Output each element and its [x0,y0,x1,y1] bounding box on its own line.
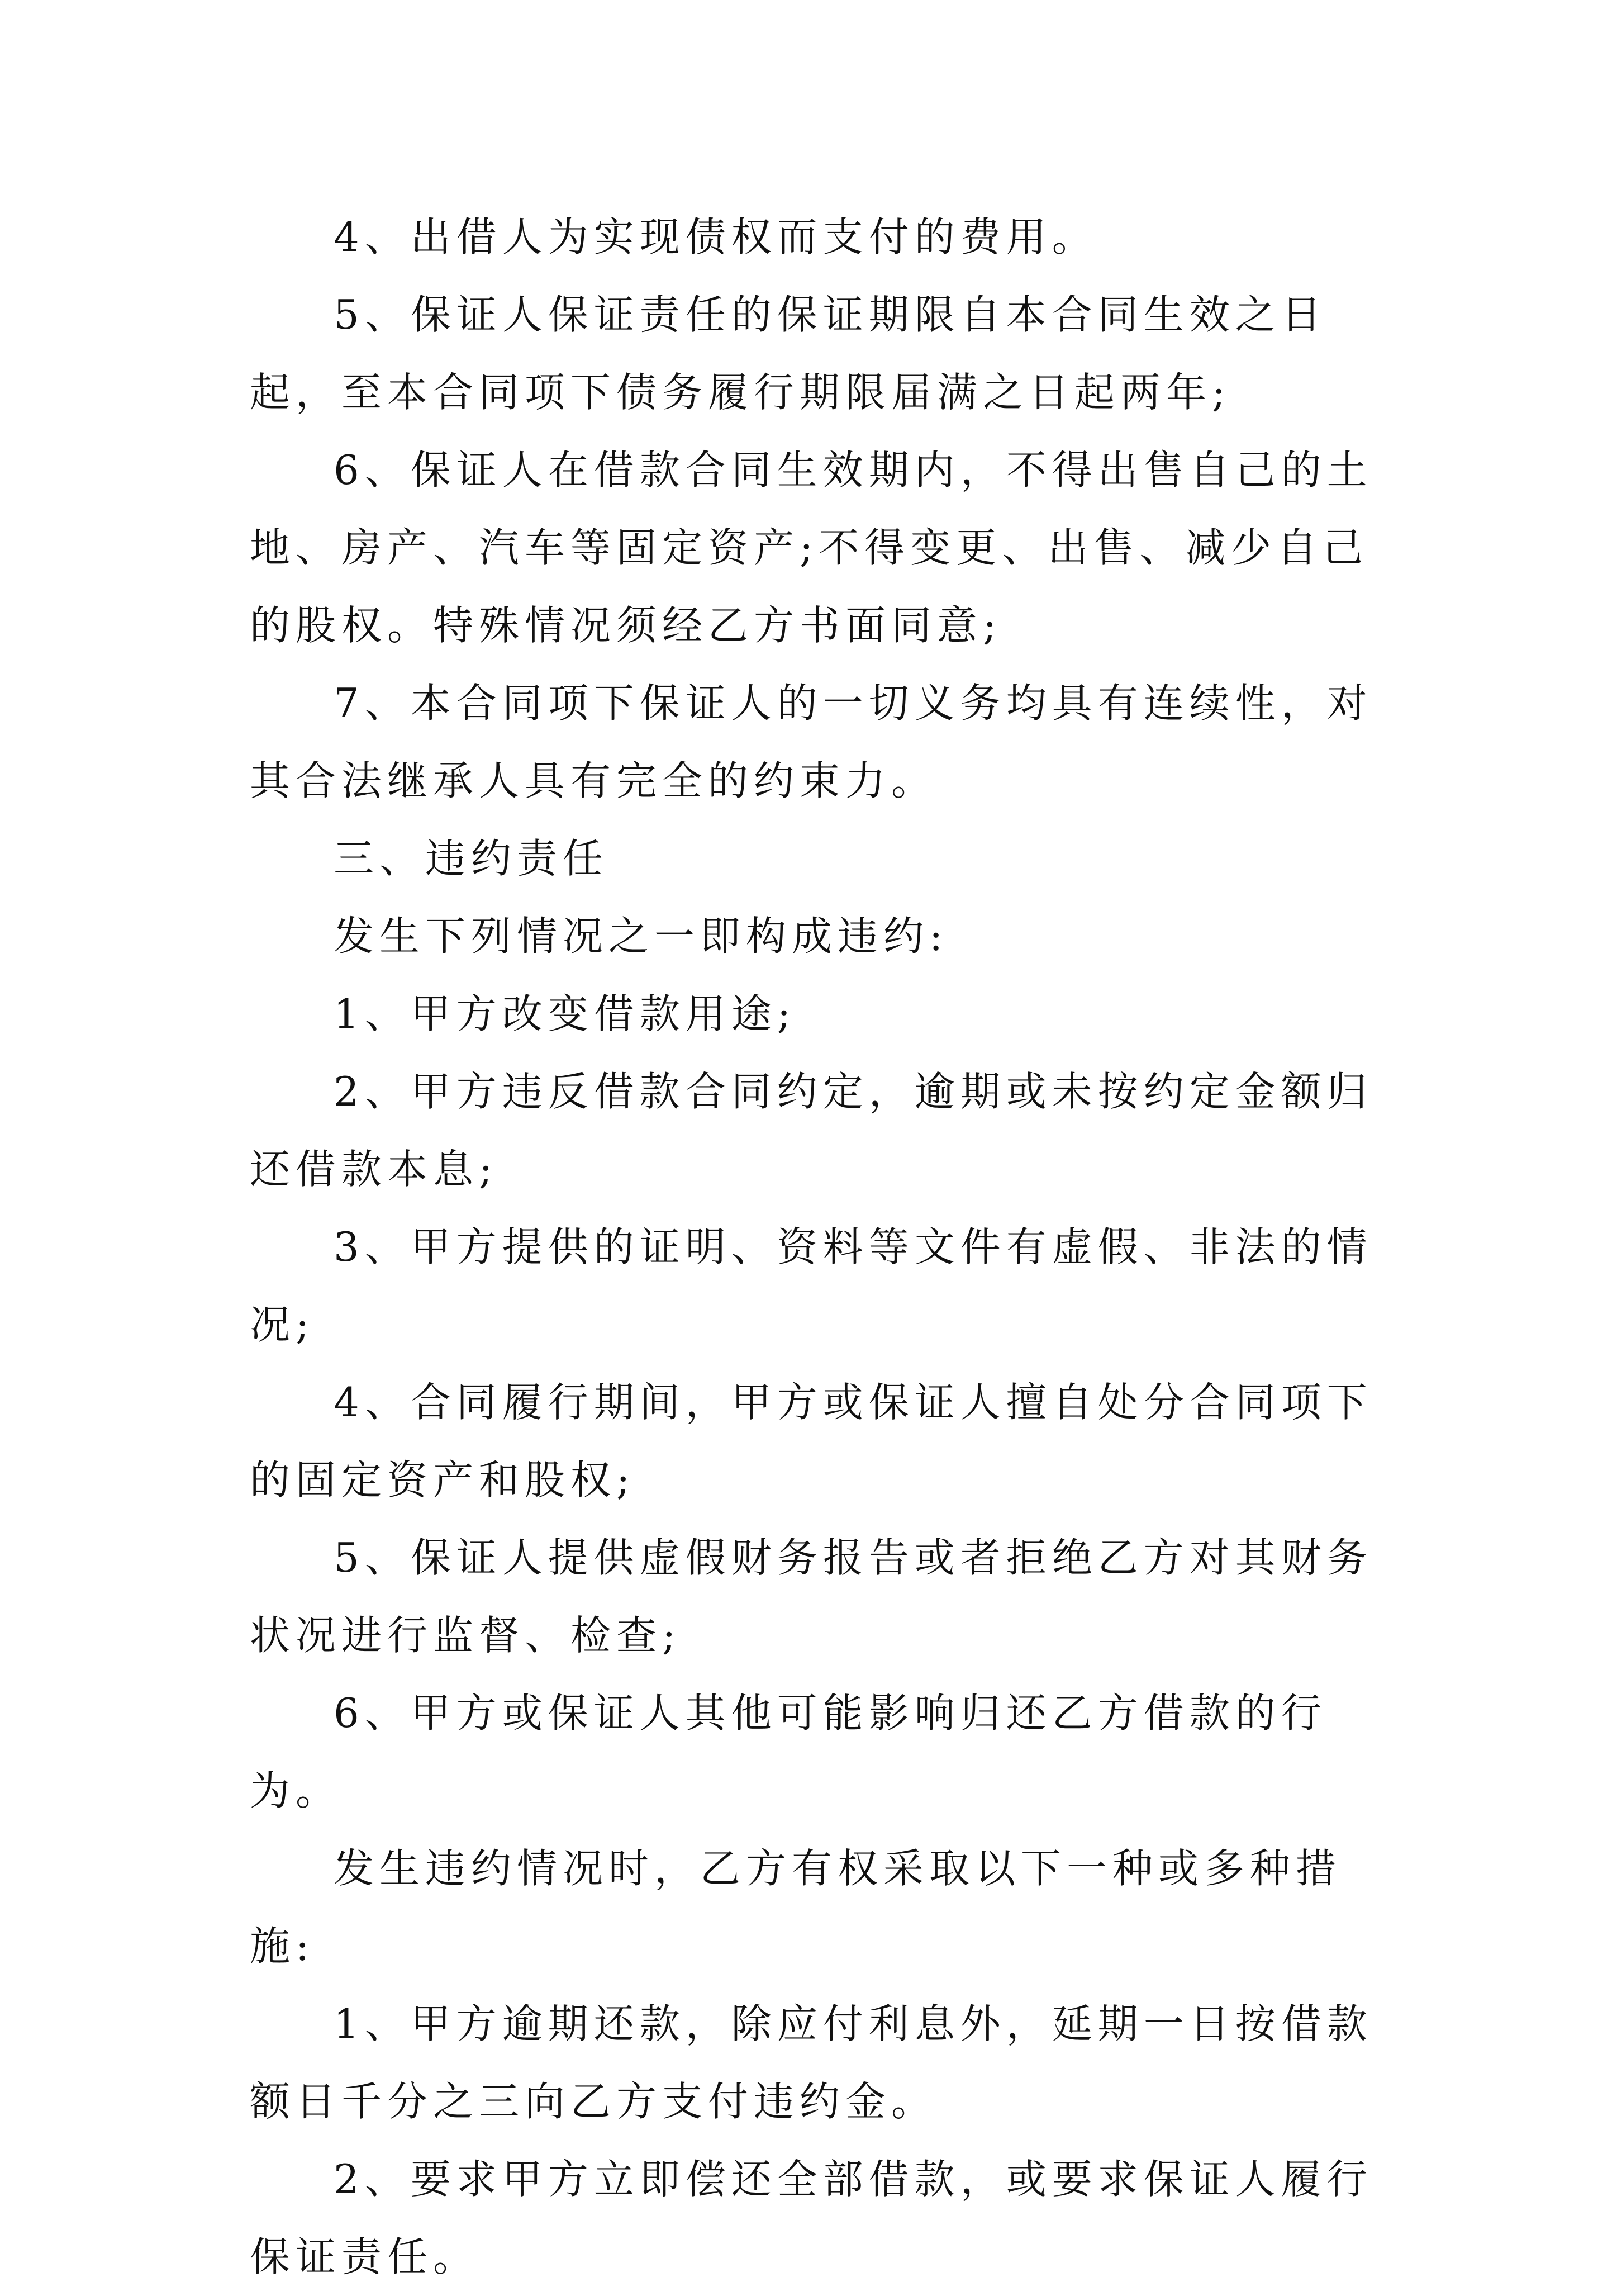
paragraph-2: 5、保证人保证责任的保证期限自本合同生效之日起，至本合同项下债务履行期限届满之日起两年; [250,291,1327,416]
paragraph-8: 2、甲方违反借款合同约定，逾期或未按约定金额归还借款本息; [250,1068,1373,1193]
paragraph-12: 6、甲方或保证人其他可能影响归还乙方借款的行为。 [250,1690,1327,1814]
paragraph-1: 4、出借人为实现债权而支付的费用。 [334,214,1098,260]
document-body [250,198,1401,2296]
paragraph-4: 7、本合同项下保证人的一切义务均具有连续性，对其合法继承人具有完全的约束力。 [250,680,1373,804]
paragraph-3: 6、保证人在借款合同生效期内，不得出售自己的土地、房产、汽车等固定资产;不得变更、出售、减少自己的股权。特殊情况须经乙方书面同意; [250,447,1373,649]
paragraph-13: 发生违约情况时，乙方有权采取以下一种或多种措施: [250,1845,1342,1970]
paragraph-7: 1、甲方改变借款用途; [334,990,797,1037]
paragraph-15: 2、要求甲方立即偿还全部借款，或要求保证人履行保证责任。 [250,2156,1373,2280]
paragraph-11: 5、保证人提供虚假财务报告或者拒绝乙方对其财务状况进行监督、检查; [250,1534,1373,1659]
paragraph-10: 4、合同履行期间，甲方或保证人擅自处分合同项下的固定资产和股权; [250,1379,1373,1503]
paragraph-14: 1、甲方逾期还款，除应付利息外，延期一日按借款额日千分之三向乙方支付违约金。 [250,2000,1373,2125]
paragraph-9: 3、甲方提供的证明、资料等文件有虚假、非法的情况; [250,1223,1373,1348]
paragraph-6: 发生下列情况之一即构成违约: [334,913,949,960]
section-heading: 三、违约责任 [334,835,609,882]
